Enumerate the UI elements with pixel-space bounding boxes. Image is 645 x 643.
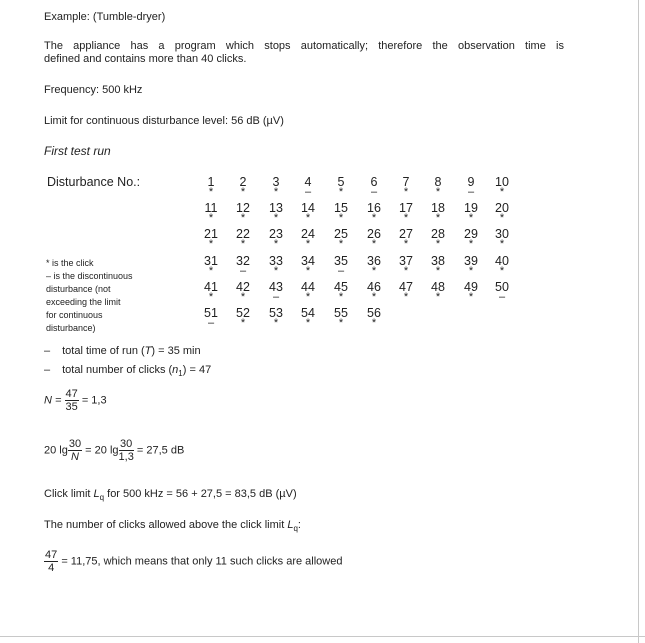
disturbance-number: 33 — [269, 254, 283, 268]
disturbance-number: 25 — [334, 227, 348, 241]
disturbance-number: 21 — [204, 227, 218, 241]
disturbance-mark: * — [499, 186, 505, 198]
disturbance-mark: * — [273, 186, 279, 198]
legend-line: disturbance (not — [46, 284, 111, 294]
disturbance-mark: * — [468, 238, 474, 250]
legend-line: – is the discontinuous — [46, 271, 133, 281]
disturbance-mark: * — [273, 238, 279, 250]
disturbance-mark: * — [499, 238, 505, 250]
disturbance-number: 28 — [431, 227, 445, 241]
disturbance-number: 15 — [334, 201, 348, 215]
disturbance-mark: * — [371, 212, 377, 224]
disturbance-number: 37 — [399, 254, 413, 268]
example-title: Example: (Tumble-dryer) — [44, 11, 166, 23]
disturbance-number: 11 — [204, 201, 218, 215]
disturbance-mark: * — [499, 265, 505, 277]
disturbance-mark: * — [403, 186, 409, 198]
disturbance-mark: * — [305, 317, 311, 329]
disturbance-mark: * — [468, 291, 474, 303]
disturbance-mark: – — [239, 265, 247, 277]
disturbance-mark: * — [371, 291, 377, 303]
disturbance-label: Disturbance No.: — [47, 175, 141, 189]
disturbance-mark: * — [208, 186, 214, 198]
fraction: $\frac{30}{N}$ — [68, 438, 82, 463]
run-title: First test run — [44, 144, 111, 158]
disturbance-mark: * — [240, 212, 246, 224]
disturbance-number: 10 — [495, 175, 509, 189]
disturbance-number: 53 — [269, 306, 283, 320]
disturbance-mark: * — [273, 265, 279, 277]
disturbance-mark: – — [370, 186, 378, 198]
disturbance-number: 19 — [464, 201, 478, 215]
disturbance-number: 5 — [337, 175, 345, 189]
legend-line: exceeding the limit — [46, 297, 121, 307]
equation-n: N = $\frac{47}{35}$ = 1,3 — [44, 388, 107, 413]
disturbance-number: 32 — [236, 254, 250, 268]
frequency-line: Frequency: 500 kHz — [44, 84, 143, 96]
disturbance-number: 1 — [207, 175, 215, 189]
disturbance-number: 8 — [434, 175, 442, 189]
disturbance-number: 27 — [399, 227, 413, 241]
intro-paragraph — [44, 40, 564, 66]
disturbance-number: 2 — [239, 175, 247, 189]
click-limit-line: Click limit $L_q$ for 500 kHz = 56 + 27,5 = 83,5 dB (µV) — [44, 488, 297, 503]
disturbance-mark: * — [468, 265, 474, 277]
disturbance-number: 55 — [334, 306, 348, 320]
page-edge-bottom — [0, 636, 645, 637]
disturbance-mark: * — [338, 212, 344, 224]
disturbance-mark: – — [207, 317, 215, 329]
disturbance-mark: * — [240, 291, 246, 303]
disturbance-mark: * — [371, 317, 377, 329]
disturbance-number: 35 — [334, 254, 348, 268]
equation-allowed: $\frac{47}{4}$ = 11,75, which means that only 11 such clicks are allowed — [45, 549, 343, 574]
fraction: $\frac{47}{35}$ — [65, 388, 78, 413]
disturbance-number: 46 — [367, 280, 381, 294]
disturbance-mark: * — [338, 238, 344, 250]
disturbance-mark: * — [435, 186, 441, 198]
disturbance-number: 13 — [269, 201, 283, 215]
disturbance-number: 40 — [495, 254, 509, 268]
disturbance-number: 48 — [431, 280, 445, 294]
disturbance-number: 44 — [301, 280, 315, 294]
disturbance-number: 24 — [301, 227, 315, 241]
disturbance-number: 16 — [367, 201, 381, 215]
disturbance-number: 14 — [301, 201, 315, 215]
disturbance-number: 38 — [431, 254, 445, 268]
disturbance-number: 26 — [367, 227, 381, 241]
disturbance-number: 41 — [204, 280, 218, 294]
bullet-run-time: – total time of run (T) = 35 min — [44, 345, 201, 357]
disturbance-mark: * — [403, 265, 409, 277]
legend-line: for continuous — [46, 310, 103, 320]
disturbance-number: 9 — [467, 175, 475, 189]
disturbance-number: 36 — [367, 254, 381, 268]
disturbance-mark: * — [435, 291, 441, 303]
disturbance-mark: * — [338, 317, 344, 329]
page-edge-right — [638, 0, 639, 643]
disturbance-mark: * — [435, 238, 441, 250]
disturbance-mark: * — [468, 212, 474, 224]
disturbance-mark: * — [208, 265, 214, 277]
disturbance-number: 29 — [464, 227, 478, 241]
disturbance-mark: * — [208, 291, 214, 303]
disturbance-mark: * — [208, 238, 214, 250]
legend-line: * is the click — [46, 258, 94, 268]
disturbance-number: 54 — [301, 306, 315, 320]
disturbance-number: 52 — [236, 306, 250, 320]
intro-line-2: defined and contains more than 40 clicks. — [44, 53, 247, 65]
disturbance-mark: * — [338, 291, 344, 303]
legend-line: disturbance) — [46, 323, 96, 333]
disturbance-mark: * — [403, 238, 409, 250]
disturbance-number: 4 — [304, 175, 312, 189]
bullet-dash: – — [44, 364, 51, 376]
disturbance-mark: * — [403, 291, 409, 303]
disturbance-mark: – — [498, 291, 506, 303]
disturbance-mark: – — [467, 186, 475, 198]
disturbance-mark: * — [305, 291, 311, 303]
disturbance-number: 17 — [399, 201, 413, 215]
disturbance-number: 12 — [236, 201, 250, 215]
disturbance-mark: – — [272, 291, 280, 303]
disturbance-number: 51 — [204, 306, 218, 320]
disturbance-number: 30 — [495, 227, 509, 241]
disturbance-number: 50 — [495, 280, 509, 294]
disturbance-number: 20 — [495, 201, 509, 215]
disturbance-number: 47 — [399, 280, 413, 294]
equation-lg: 20 lg $\frac{30}{N}$ = 20 lg $\frac{30}{1,3}$ = 27,5 dB — [44, 438, 185, 463]
limit-line: Limit for continuous disturbance level: 56 dB (µV) — [44, 115, 284, 127]
disturbance-mark: * — [499, 212, 505, 224]
disturbance-mark: * — [240, 186, 246, 198]
disturbance-mark: * — [305, 238, 311, 250]
disturbance-mark: * — [240, 238, 246, 250]
disturbance-number: 18 — [431, 201, 445, 215]
fraction: $\frac{30}{1,3}$ — [118, 438, 134, 463]
disturbance-mark: * — [371, 238, 377, 250]
disturbance-number: 42 — [236, 280, 250, 294]
intro-line-1: The appliance has a program which stops automatically; therefore the observation time is — [44, 40, 564, 52]
disturbance-number: 45 — [334, 280, 348, 294]
bullet-click-count: – total number of clicks $(n_1) = 47$ — [44, 364, 212, 379]
disturbance-mark: * — [240, 317, 246, 329]
disturbance-number: 3 — [272, 175, 280, 189]
disturbance-mark: * — [435, 212, 441, 224]
disturbance-number: 34 — [301, 254, 315, 268]
disturbance-number: 23 — [269, 227, 283, 241]
disturbance-mark: – — [337, 265, 345, 277]
allowed-clicks-line: The number of clicks allowed above the click limit $L_q$: — [44, 519, 301, 534]
disturbance-mark: * — [273, 317, 279, 329]
disturbance-number: 56 — [367, 306, 381, 320]
disturbance-mark: * — [305, 265, 311, 277]
disturbance-number: 22 — [236, 227, 250, 241]
disturbance-number: 31 — [204, 254, 218, 268]
disturbance-mark: * — [273, 212, 279, 224]
disturbance-mark: * — [338, 186, 344, 198]
disturbance-number: 49 — [464, 280, 478, 294]
fraction: $\frac{47}{4}$ — [45, 549, 58, 574]
disturbance-number: 39 — [464, 254, 478, 268]
disturbance-number: 7 — [402, 175, 410, 189]
bullet-dash: – — [44, 345, 51, 357]
disturbance-mark: * — [435, 265, 441, 277]
disturbance-mark: * — [208, 212, 214, 224]
disturbance-number: 43 — [269, 280, 283, 294]
disturbance-mark: * — [371, 265, 377, 277]
disturbance-mark: – — [304, 186, 312, 198]
disturbance-number: 6 — [370, 175, 378, 189]
disturbance-mark: * — [305, 212, 311, 224]
disturbance-mark: * — [403, 212, 409, 224]
